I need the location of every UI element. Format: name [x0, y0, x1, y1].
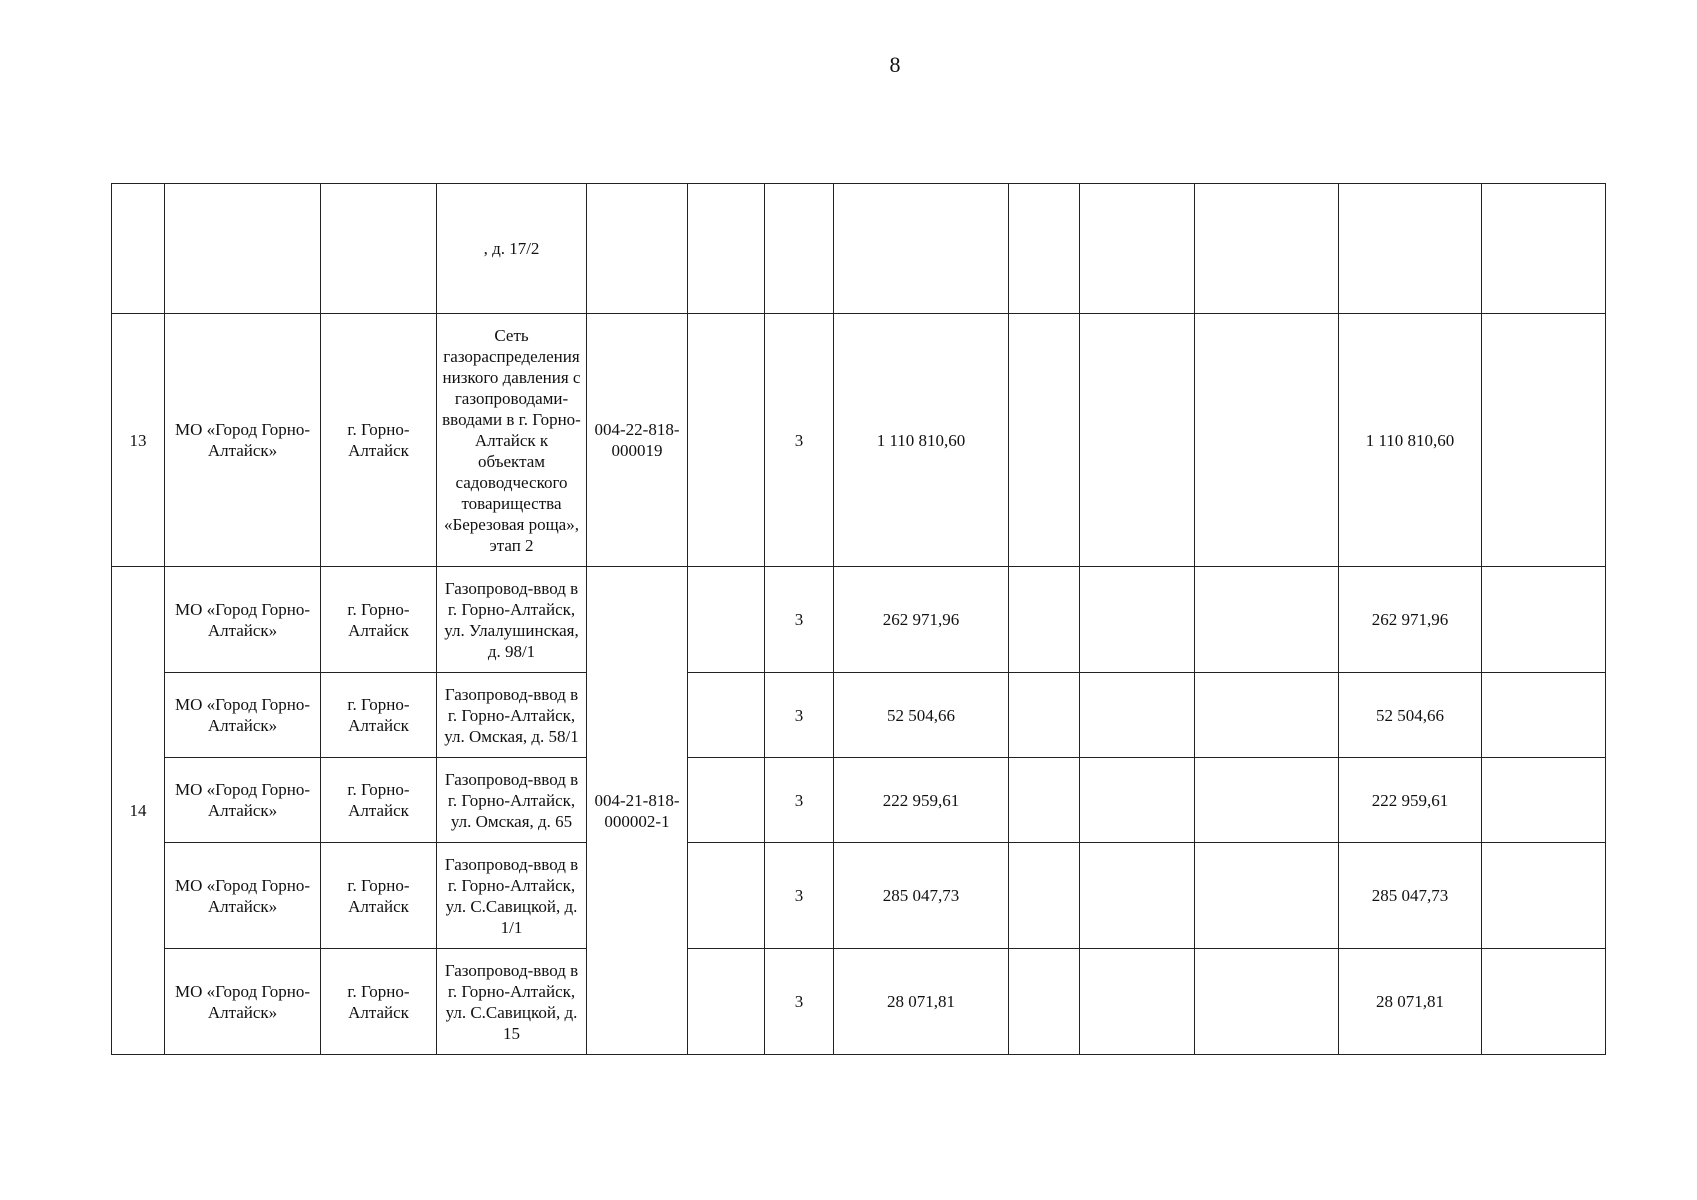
- cell-category: 3: [765, 673, 834, 758]
- cell-empty: [1080, 758, 1195, 843]
- cell-amount: 262 971,96: [834, 567, 1009, 673]
- cell-municipality: МО «Город Горно-Алтайск»: [165, 314, 321, 567]
- cell-object: Газопровод-ввод в г. Горно-Алтайск, ул. Омская, д. 65: [437, 758, 587, 843]
- cell-object: , д. 17/2: [437, 184, 587, 314]
- cell-empty: [1482, 314, 1606, 567]
- page-number: 8: [889, 52, 901, 77]
- cell-empty: [1009, 314, 1080, 567]
- cell-empty: [1080, 314, 1195, 567]
- cell-total: 52 504,66: [1339, 673, 1482, 758]
- cell-empty: [1080, 949, 1195, 1055]
- cell-empty: [1195, 949, 1339, 1055]
- cell-code: [587, 184, 688, 314]
- cell-category: 3: [765, 567, 834, 673]
- table-row-14-item: [112, 758, 1606, 843]
- cell-empty: [1482, 673, 1606, 758]
- cell-empty: [1080, 184, 1195, 314]
- cell-locality: г. Горно-Алтайск: [321, 567, 437, 673]
- cell-num: 13: [112, 314, 165, 567]
- cell-locality: г. Горно-Алтайск: [321, 673, 437, 758]
- table-row-14-item: [112, 673, 1606, 758]
- cell-code: 004-21-818-000002-1: [587, 567, 688, 1055]
- cell-locality: г. Горно-Алтайск: [321, 843, 437, 949]
- cell-municipality: МО «Город Горно-Алтайск»: [165, 758, 321, 843]
- cell-amount: 285 047,73: [834, 843, 1009, 949]
- cell-amount: 1 110 810,60: [834, 314, 1009, 567]
- cell-category: 3: [765, 949, 834, 1055]
- cell-object: Сеть газораспределения низкого давления с газопроводами-вводами в г. Горно-Алтайск к объектам садоводческого товарищества «Березовая роща», этап 2: [437, 314, 587, 567]
- cell-empty: [1080, 673, 1195, 758]
- cell-category: [765, 184, 834, 314]
- cell-municipality: МО «Город Горно-Алтайск»: [165, 567, 321, 673]
- cell-empty: [1080, 567, 1195, 673]
- cell-municipality: МО «Город Горно-Алтайск»: [165, 949, 321, 1055]
- cell-object: Газопровод-ввод в г. Горно-Алтайск, ул. Улалушинская, д. 98/1: [437, 567, 587, 673]
- cell-object: Газопровод-ввод в г. Горно-Алтайск, ул. С.Савицкой, д. 15: [437, 949, 587, 1055]
- cell-total: 1 110 810,60: [1339, 314, 1482, 567]
- cell-empty: [688, 843, 765, 949]
- cell-total: 262 971,96: [1339, 567, 1482, 673]
- table-row-14-item: [112, 843, 1606, 949]
- cell-empty: [688, 314, 765, 567]
- cell-amount: 52 504,66: [834, 673, 1009, 758]
- cell-empty: [1195, 758, 1339, 843]
- cell-empty: [1482, 567, 1606, 673]
- cell-amount: [834, 184, 1009, 314]
- cell-municipality: МО «Город Горно-Алтайск»: [165, 673, 321, 758]
- cell-empty: [1009, 673, 1080, 758]
- cell-empty: [688, 758, 765, 843]
- cell-total: [1339, 184, 1482, 314]
- cell-empty: [688, 567, 765, 673]
- program-table: [111, 183, 1606, 1055]
- cell-empty: [1482, 843, 1606, 949]
- cell-locality: г. Горно-Алтайск: [321, 314, 437, 567]
- cell-municipality: [165, 184, 321, 314]
- cell-num: [112, 184, 165, 314]
- cell-empty: [1009, 567, 1080, 673]
- cell-amount: 28 071,81: [834, 949, 1009, 1055]
- cell-locality: г. Горно-Алтайск: [321, 949, 437, 1055]
- cell-total: 222 959,61: [1339, 758, 1482, 843]
- cell-locality: [321, 184, 437, 314]
- cell-empty: [1009, 949, 1080, 1055]
- cell-num: 14: [112, 567, 165, 1055]
- cell-total: 28 071,81: [1339, 949, 1482, 1055]
- cell-empty: [1195, 184, 1339, 314]
- cell-empty: [1009, 758, 1080, 843]
- cell-empty: [1482, 184, 1606, 314]
- cell-empty: [1195, 567, 1339, 673]
- cell-category: 3: [765, 758, 834, 843]
- table-row-14-item: [112, 949, 1606, 1055]
- cell-empty: [688, 673, 765, 758]
- cell-empty: [1009, 184, 1080, 314]
- cell-municipality: МО «Город Горно-Алтайск»: [165, 843, 321, 949]
- cell-empty: [1195, 843, 1339, 949]
- cell-amount: 222 959,61: [834, 758, 1009, 843]
- cell-empty: [1009, 843, 1080, 949]
- cell-object: Газопровод-ввод в г. Горно-Алтайск, ул. С.Савицкой, д. 1/1: [437, 843, 587, 949]
- cell-empty: [1195, 673, 1339, 758]
- cell-total: 285 047,73: [1339, 843, 1482, 949]
- table-row-continuation: [112, 184, 1606, 314]
- cell-empty: [688, 184, 765, 314]
- cell-category: 3: [765, 843, 834, 949]
- cell-empty: [1080, 843, 1195, 949]
- cell-empty: [1195, 314, 1339, 567]
- table-row-14-item: [112, 567, 1606, 673]
- cell-locality: г. Горно-Алтайск: [321, 758, 437, 843]
- cell-object: Газопровод-ввод в г. Горно-Алтайск, ул. Омская, д. 58/1: [437, 673, 587, 758]
- cell-empty: [1482, 949, 1606, 1055]
- cell-category: 3: [765, 314, 834, 567]
- cell-empty: [1482, 758, 1606, 843]
- table-row-13: [112, 314, 1606, 567]
- cell-empty: [688, 949, 765, 1055]
- cell-code: 004-22-818-000019: [587, 314, 688, 567]
